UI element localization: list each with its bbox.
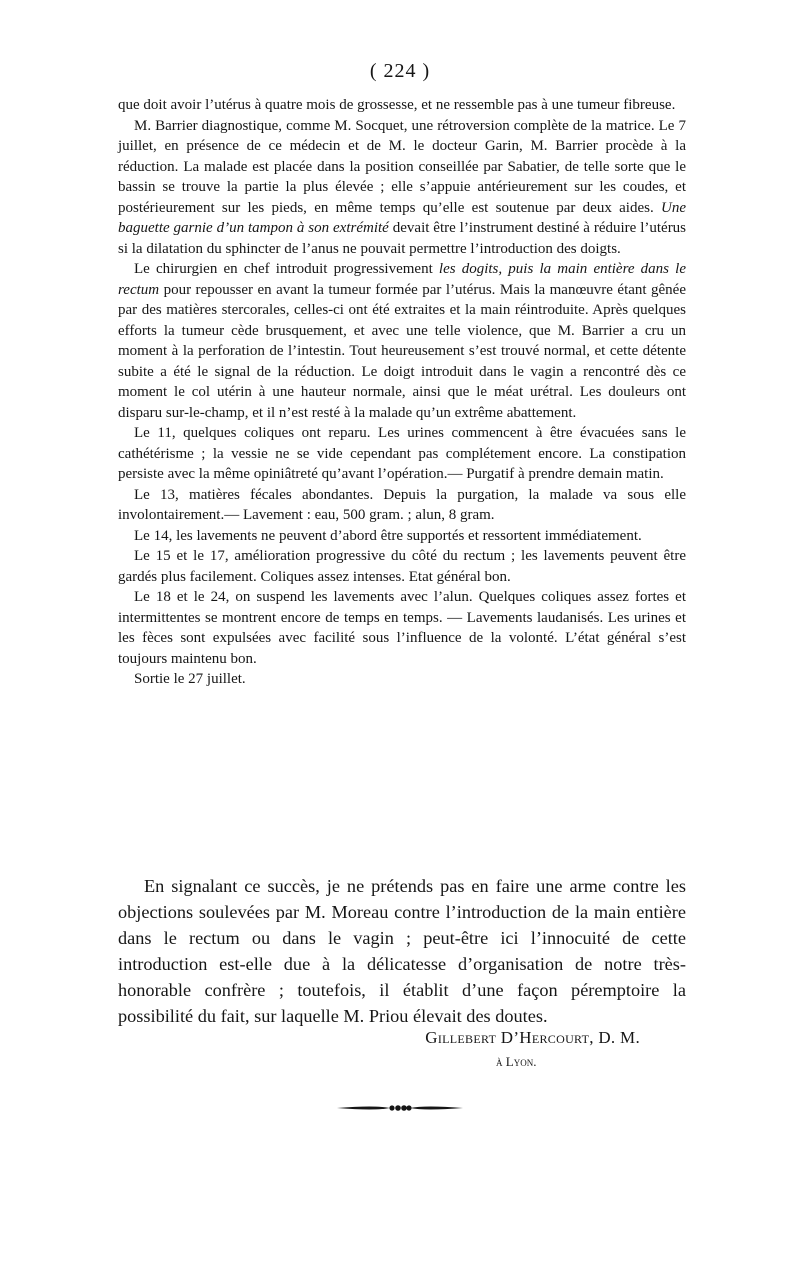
commentary-paragraph: En signalant ce succès, je ne prétends pas en faire une arme contre les objections soulevées par M. Moreau contre l’introduction de la main entière dans le rectum ou dans le vagin ; peut-être ici l’innocuité de cette introduction est-elle due à la délicatesse d’organisation de notre très-honorable confrère ; toutefois, il établit d’une façon péremptoire la possibilité du fait, sur laquelle M. Priou élevait des doutes. [118,876,686,1026]
page-number: ( 224 ) [369,60,431,82]
paragraph-surgeon [118,259,686,423]
paragraph-day-18-24: Le 18 et le 24, on suspend les lavements avec l’alun. Quelques coliques assez fortes et intermittentes se montrent encore de temps en temps. — Lavements laudanisés. Les urines et les fèces sont expulsées avec facilité sous l’influence de la volonté. L’état général s’est toujours maintenu bon. [118,589,686,667]
diagnosis-text-end: devait être l’instrument destiné à réduire l’utérus si la dilatation du sphincter de l’anus ne pouvait permettre l’introduction des doigts. [118,220,687,257]
italic-doigts: les dogits, puis la main entière dans le rectum [118,261,687,298]
case-report-text [118,95,686,690]
paragraph-discharge: Sortie le 27 juillet. [134,671,246,687]
paragraph-day-15-17: Le 15 et le 17, amélioration progressive du côté du rectum ; les lavements peuvent être gardés plus facilement. Coliques assez intenses. Etat général bon. [118,548,686,585]
surgeon-text-start: Le chirurgien en chef introduit progressivement [134,261,433,277]
ornament-divider [335,1102,465,1114]
author-signature [425,1028,640,1048]
italic-baguette: Une baguette garnie d’un tampon à son extrémité [118,199,686,236]
author-commentary [118,873,686,1029]
diagnosis-text: M. Barrier diagnostique, comme M. Socquet, une rétroversion complète de la matrice. Le 7 juillet, en présence de ce médecin et de M. le docteur Garin, M. Barrier procède à la réduction. La malade est placée dans la position conseillée par Sabatier, de telle sorte que le bassin se trouve la partie la plus élevée ; elle s’appuie antérieurement sur les coudes, et postérieurement sur les pieds, en même temps qu’elle est soutenue par deux aides. [118,117,686,216]
paragraph-day-11: Le 11, quelques coliques ont reparu. Les urines commencent à être évacuées sans le cathétérisme ; la vessie ne se vide cependant pas complétement encore. La constipation persiste avec la même opiniâtreté qu’avant l’opération.— Purgatif à prendre demain matin. [118,425,686,482]
paragraph-day-13: Le 13, matières fécales abondantes. Depuis la purgation, la malade va sous elle involontairement.— Lavement : eau, 500 gram. ; alun, 8 gram. [118,486,686,523]
paragraph-diagnosis [118,116,686,260]
author-name: Gillebert D’Hercourt, D. M. [425,1028,640,1047]
author-location: à Lyon. [496,1054,537,1069]
surgeon-text-end: pour repousser en avant la tumeur formée par l’utérus. Mais la manœuvre étant gênée par des matières stercorales, celles-ci ont été extraites et la main réintroduite. Après quelques efforts la tumeur cède brusquement, et avec une telle violence, que M. Barrier a cru un moment à la perforation de l’intestin. Tout heureusement s’est trouvé normal, et cette détente subite a été le signal de la réduction. Le doigt introduit dans le vagin a rencontré dès ce moment le col utérin à une hauteur normale, ainsi que le méat urétral. Les douleurs ont disparu sur-le-champ, et il n’est resté à la malade qu’un extrême abattement. [118,281,686,421]
paragraph-continuation: que doit avoir l’utérus à quatre mois de grossesse, et ne ressemble pas à une tumeur fibreuse. [118,97,676,113]
paragraph-day-14: Le 14, les lavements ne peuvent d’abord être supportés et ressortent immédiatement. [134,527,642,544]
